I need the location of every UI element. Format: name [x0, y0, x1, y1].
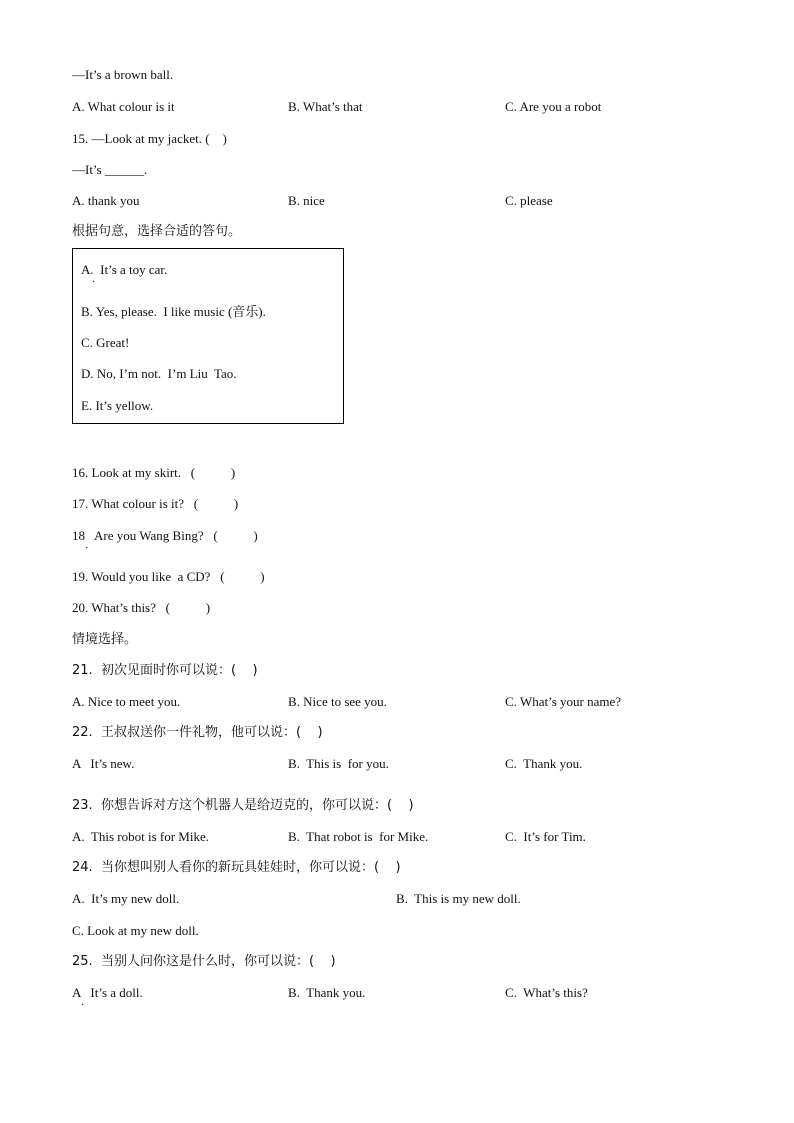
q14-option-a[interactable]: A. What colour is it	[72, 99, 175, 114]
q23-option-a[interactable]: A. This robot is for Mike.	[72, 829, 209, 844]
q15-option-a[interactable]: A. thank you	[72, 193, 140, 208]
q21-stem: 21. 初次见面时你可以说：( )	[72, 663, 258, 678]
q20-line: 20. What’s this? ( )	[72, 600, 211, 615]
q25-option-b[interactable]: B. Thank you.	[288, 985, 366, 1000]
q24-option-c[interactable]: C. Look at my new doll.	[72, 923, 199, 938]
q15-option-b[interactable]: B. nice	[288, 193, 325, 208]
q15-option-c[interactable]: C. please	[505, 193, 553, 208]
q16-line: 16. Look at my skirt. ( )	[72, 465, 236, 480]
q23-stem: 23. 你想告诉对方这个机器人是给迈克的，你可以说：( )	[72, 798, 414, 813]
q17-line: 17. What colour is it? ( )	[72, 496, 239, 511]
q22-option-b[interactable]: B. This is for you.	[288, 756, 389, 771]
q19-line: 19. Would you like a CD? ( )	[72, 569, 265, 584]
answer-options-box	[72, 248, 344, 424]
stray-dot-mark: ·	[85, 543, 89, 554]
q18-line: 18 Are you Wang Bing? ( )	[72, 528, 258, 543]
q25-option-a[interactable]: A It’s a doll.	[72, 985, 143, 1000]
q22-stem: 22. 王叔叔送你一件礼物，他可以说：( )	[72, 725, 323, 740]
q21-option-a[interactable]: A. Nice to meet you.	[72, 694, 181, 709]
box-option-c: C. Great!	[81, 335, 130, 350]
q14-answer-line: —It’s a brown ball.	[72, 67, 174, 82]
q14-option-c[interactable]: C. Are you a robot	[505, 99, 602, 114]
q24-option-a[interactable]: A. It’s my new doll.	[72, 891, 180, 906]
q23-option-c[interactable]: C. It’s for Tim.	[505, 829, 586, 844]
q14-option-b[interactable]: B. What’s that	[288, 99, 363, 114]
q15-stem: 15. —Look at my jacket. ( )	[72, 131, 227, 146]
q24-option-b[interactable]: B. This is my new doll.	[396, 891, 521, 906]
stray-dot-mark: ·	[81, 1000, 85, 1011]
section-situation-heading: 情境选择。	[72, 632, 138, 647]
q22-option-c[interactable]: C. Thank you.	[505, 756, 583, 771]
q21-option-c[interactable]: C. What’s your name?	[505, 694, 622, 709]
box-option-e: E. It’s yellow.	[81, 398, 154, 413]
q24-stem: 24. 当你想叫别人看你的新玩具娃娃时，你可以说：( )	[72, 860, 401, 875]
stray-dot-mark: ·	[92, 277, 96, 288]
section-match-heading: 根据句意，选择合适的答句。	[72, 224, 242, 239]
q25-stem: 25. 当别人问你这是什么时，你可以说：( )	[72, 954, 336, 969]
q23-option-b[interactable]: B. That robot is for Mike.	[288, 829, 429, 844]
q22-option-a[interactable]: A It’s new.	[72, 756, 135, 771]
q15-answer-line: —It’s ______.	[72, 162, 148, 177]
box-option-a: A. It’s a toy car.	[81, 262, 168, 277]
q21-option-b[interactable]: B. Nice to see you.	[288, 694, 387, 709]
box-option-d: D. No, I’m not. I’m Liu Tao.	[81, 366, 237, 381]
box-option-b: B. Yes, please. I like music (音乐).	[81, 304, 266, 319]
q25-option-c[interactable]: C. What’s this?	[505, 985, 588, 1000]
